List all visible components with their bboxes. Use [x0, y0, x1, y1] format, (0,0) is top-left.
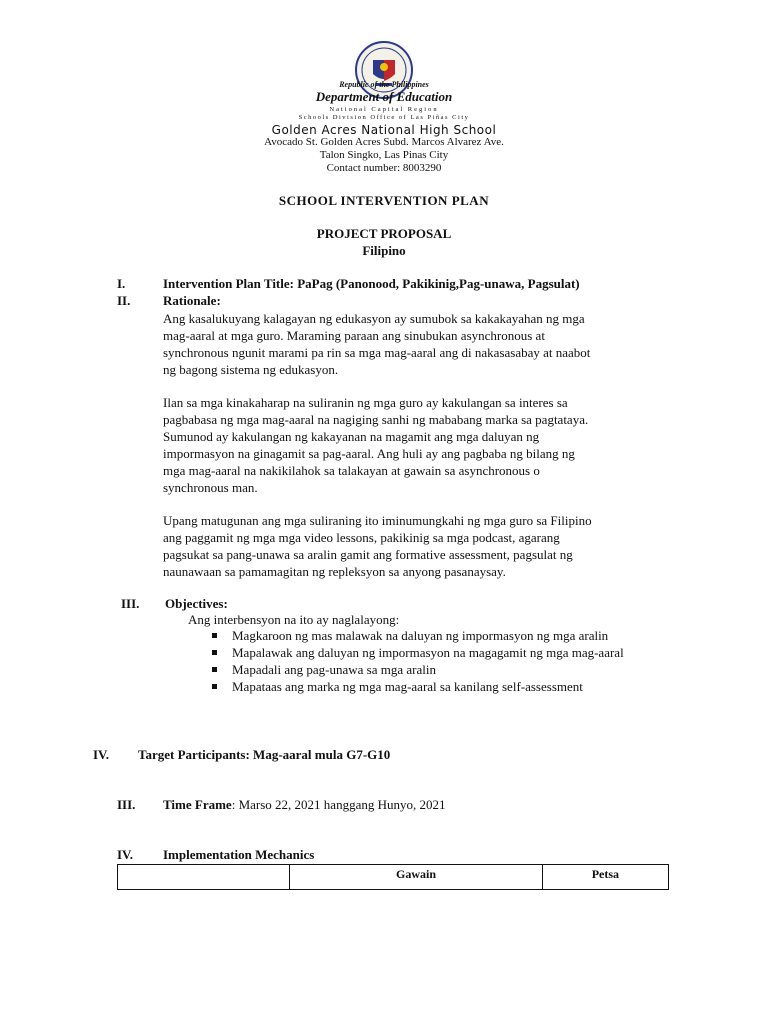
objective-text: Mapalawak ang daluyan ng impormasyon na magagamit ng mga mag-aaral: [232, 645, 624, 660]
text-line: mag-aaral at mga guro. Maraming paraan ang sinubukan asynchronous at: [163, 328, 545, 343]
table-header-blank: [118, 865, 290, 890]
text-line: synchronous ngunit marami pa rin sa mga mag-aaral ang di nakasasabay at naabot: [163, 345, 591, 360]
section-2-number: II.: [117, 293, 131, 308]
republic-line: Republic of the Philippines: [339, 80, 429, 89]
section-6-title: Implementation Mechanics: [163, 847, 315, 862]
subject-title: Filipino: [362, 243, 406, 258]
division-line: Schools Division Office of Las Piñas City: [298, 114, 470, 121]
section-1-number: I.: [117, 276, 126, 291]
list-item: [212, 628, 682, 644]
section-1-title: Intervention Plan Title: PaPag (Panonood, Pakikinig,Pag-unawa, Pagsulat): [163, 276, 580, 291]
bullet-square-icon: [212, 633, 217, 638]
objective-text: Mapataas ang marka ng mga mag-aaral sa kanilang self-assessment: [232, 679, 583, 694]
text-line: Sumunod ay kakulangan ng kakayanan na magamit ang mga daluyan ng: [163, 429, 540, 444]
objective-text: Magkaroon ng mas malawak na daluyan ng impormasyon ng mga aralin: [232, 628, 609, 643]
objectives-intro: Ang interbensyon na ito ay naglalayong:: [188, 612, 400, 627]
text-line: ng bagong sistema ng edukasyon.: [163, 362, 339, 377]
text-line: impormasyon na ginagamit sa pag-aaral. Ang huli ay ang pagbaba ng bilang ng: [163, 446, 575, 461]
time-frame-label: Time Frame: [163, 797, 232, 812]
text-line: Upang matugunan ang mga suliraning ito iminumungkahi ng mga guro sa Filipino: [163, 513, 592, 528]
rationale-paragraph-3: [163, 512, 675, 580]
text-line: ang paggamit ng mga mga video lessons, pakikinig sa mga podcast, agarang: [163, 530, 560, 545]
section-4-number: IV.: [93, 747, 110, 762]
bullet-square-icon: [212, 684, 217, 689]
address-line-1: Avocado St. Golden Acres Subd. Marcos Alvarez Ave.: [264, 136, 504, 148]
table-header-petsa: Petsa: [542, 865, 668, 890]
table-header-gawain: Gawain: [290, 865, 542, 890]
document-title: SCHOOL INTERVENTION PLAN: [278, 193, 490, 208]
bullet-square-icon: [212, 650, 217, 655]
section-4-title: Target Participants: Mag-aaral mula G7-G10: [138, 747, 391, 762]
bullet-square-icon: [212, 667, 217, 672]
contact-number: Contact number: 8003290: [326, 162, 442, 174]
text-line: naunawaan sa pamamagitan ng repleksyon sa anyong pasanaysay.: [163, 564, 506, 579]
text-line: synchronous man.: [163, 480, 258, 495]
section-6-number: IV.: [117, 847, 134, 862]
text-line: Ang kasalukuyang kalagayan ng edukasyon ay sumubok sa kakakayahan ng mga: [163, 311, 585, 326]
section-5-number: III.: [117, 797, 136, 812]
rationale-paragraph-2: [163, 394, 675, 496]
section-2-title: Rationale:: [163, 293, 221, 308]
document-subtitle: PROJECT PROPOSAL: [316, 226, 452, 241]
region-line: National Capital Region: [329, 106, 439, 113]
time-frame-value: : Marso 22, 2021 hanggang Hunyo, 2021: [231, 797, 446, 812]
implementation-table: [117, 864, 669, 890]
list-item: [212, 662, 682, 678]
table-header-row: [118, 865, 669, 890]
section-3-number: III.: [121, 596, 140, 611]
department-line: Department of Education: [315, 89, 453, 104]
objective-text: Mapadali ang pag-unawa sa mga aralin: [232, 662, 436, 677]
text-line: pagsukat sa pang-unawa sa aralin gamit ang formative assessment, pagsulat ng: [163, 547, 573, 562]
list-item: [212, 645, 682, 661]
school-name: Golden Acres National High School: [271, 123, 497, 137]
section-5-title: [163, 797, 445, 813]
text-line: Ilan sa mga kinakaharap na suliranin ng mga guro ay kakulangan sa interes sa: [163, 395, 568, 410]
objectives-list: [212, 628, 682, 696]
rationale-paragraph-1: [163, 310, 675, 378]
address-line-2: Talon Singko, Las Pinas City: [319, 149, 449, 161]
text-line: pagbabasa ng mga mag-aaral na nagiging sanhi ng mababang marka sa pagtataya.: [163, 412, 589, 427]
text-line: mga mag-aaral na nakikilahok sa talakayan at gawain sa asynchronous o: [163, 463, 540, 478]
section-3-title: Objectives:: [165, 596, 228, 611]
list-item: [212, 679, 682, 695]
department-name: [0, 80, 768, 104]
